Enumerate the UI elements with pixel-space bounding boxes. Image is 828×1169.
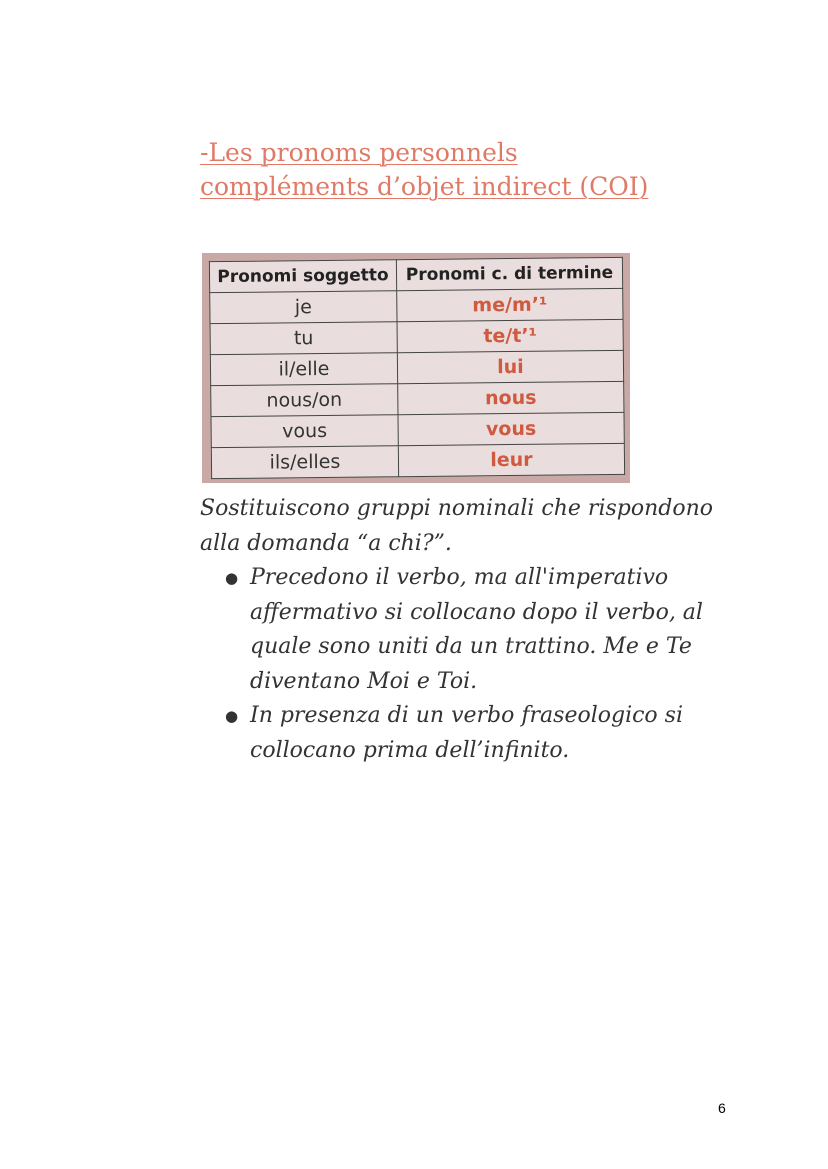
cell: tu	[210, 322, 397, 355]
cell: ils/elles	[211, 446, 398, 479]
header-cell: Pronomi soggetto	[209, 260, 396, 293]
cell: me/m’¹	[397, 288, 623, 321]
cell: te/t’¹	[397, 319, 623, 352]
table-row	[210, 319, 623, 354]
table-row	[210, 350, 623, 385]
list-item: ● In presenza di un verbo fraseologico si collocano prima dell’infinito.	[250, 699, 720, 768]
cell: nous/on	[211, 384, 398, 417]
bullet-list	[200, 561, 720, 768]
header-cell: Pronomi c. di termine	[396, 257, 622, 290]
section-title: -Les pronoms personnels compléments d’objet indirect (COI)	[200, 138, 649, 201]
table-row	[211, 443, 624, 478]
body-text	[200, 492, 720, 768]
intro-paragraph: Sostituiscono gruppi nominali che rispondono alla domanda “a chi?”.	[200, 496, 714, 556]
pronoun-table	[209, 257, 625, 479]
cell: nous	[398, 381, 624, 414]
table-row	[211, 412, 624, 447]
cell: vous	[398, 412, 624, 445]
cell: vous	[211, 415, 398, 448]
page-number: 6	[718, 1100, 726, 1116]
cell: leur	[398, 443, 624, 476]
cell: je	[210, 291, 397, 324]
table-row	[211, 381, 624, 416]
cell: il/elle	[210, 353, 397, 386]
cell: lui	[397, 350, 623, 383]
table-row	[210, 288, 623, 323]
list-item: ● Precedono il verbo, ma all'imperativo affermativo si collocano dopo il verbo, al quale sono uniti da un trattino. Me e Te diventano Moi e Toi.	[250, 561, 720, 699]
pronoun-table-image	[202, 253, 630, 483]
